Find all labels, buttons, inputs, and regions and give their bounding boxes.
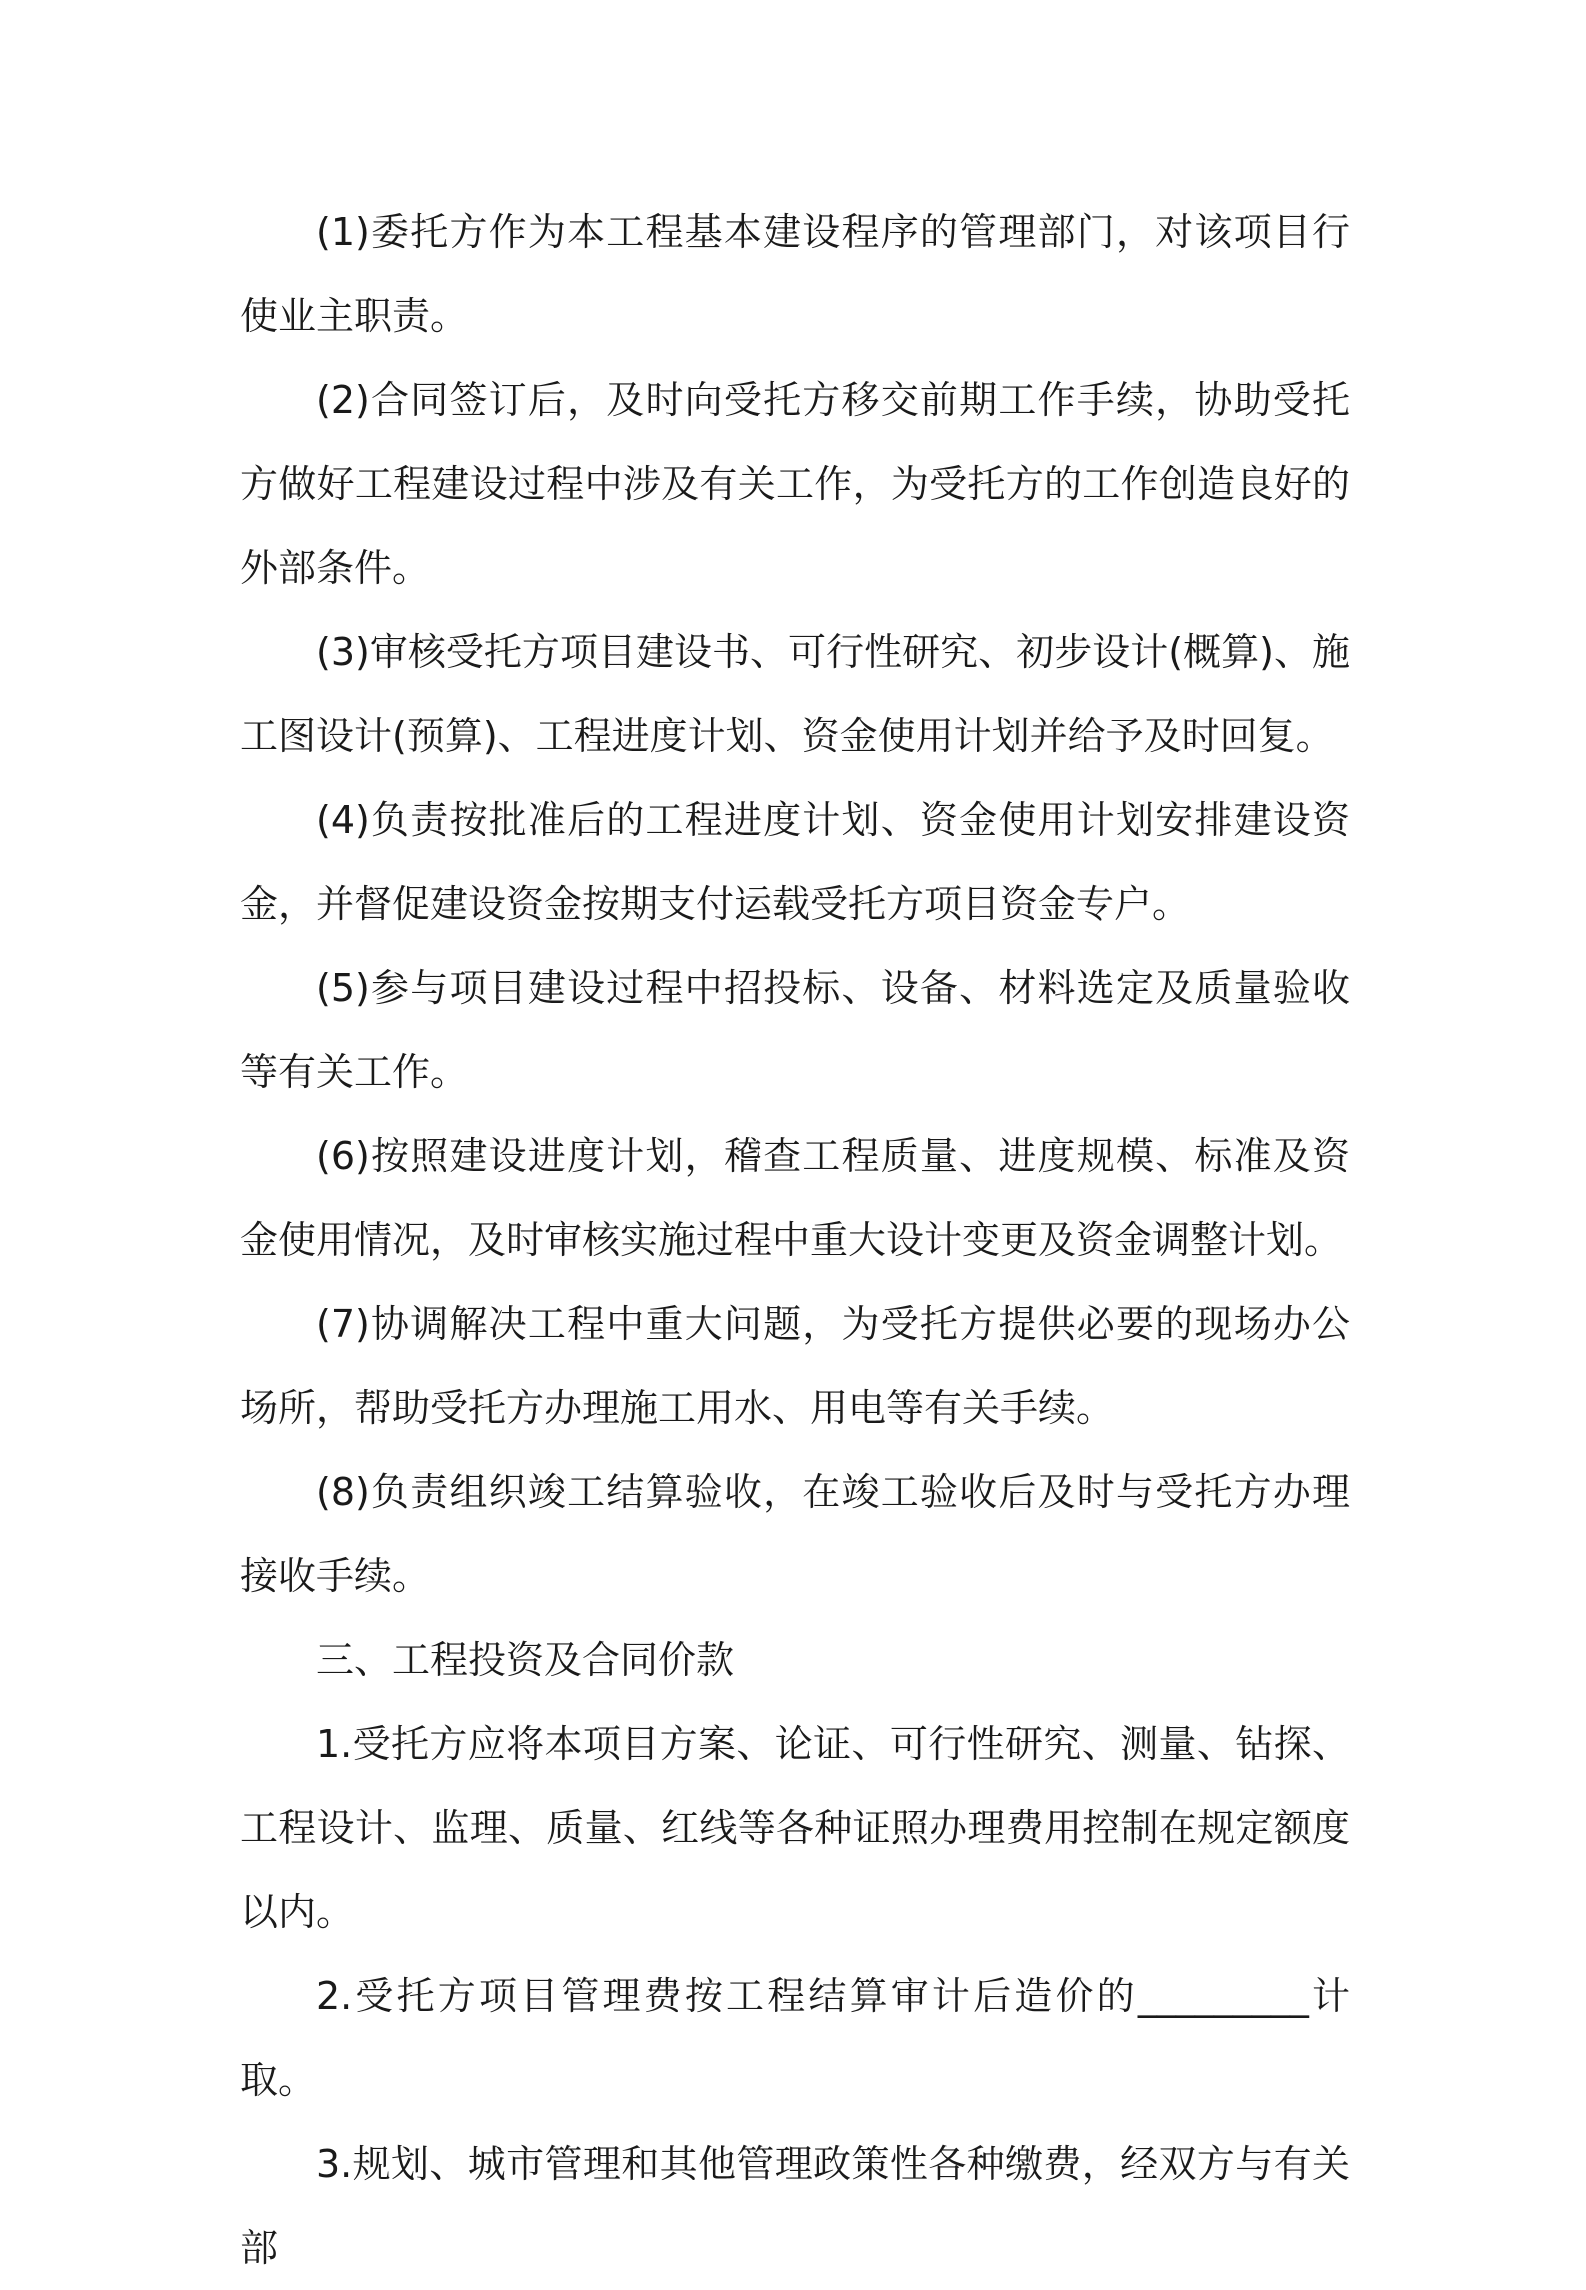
document-page <box>240 190 1350 2290</box>
paragraph-owner-duty-1: (1)委托方作为本工程基本建设程序的管理部门，对该项目行使业主职责。 <box>240 210 1350 338</box>
section-heading-investment: 三、工程投资及合同价款 <box>316 1638 735 1682</box>
paragraph-owner-duty-2: (2)合同签订后，及时向受托方移交前期工作手续，协助受托方做好工程建设过程中涉及有关工作，为受托方的工作创造良好的外部条件。 <box>240 378 1350 590</box>
paragraph-owner-duty-4: (4)负责按批准后的工程进度计划、资金使用计划安排建设资金，并督促建设资金按期支付运载受托方项目资金专户。 <box>240 798 1350 926</box>
paragraph-investment-3: 3.规划、城市管理和其他管理政策性各种缴费，经双方与有关部 <box>240 2142 1350 2270</box>
paragraph-investment-1: 1.受托方应将本项目方案、论证、可行性研究、测量、钻探、工程设计、监理、质量、红线等各种证照办理费用控制在规定额度以内。 <box>240 1722 1350 1934</box>
paragraph-investment-2: 2.受托方项目管理费按工程结算审计后造价的_________计取。 <box>240 1974 1350 2102</box>
paragraph-owner-duty-5: (5)参与项目建设过程中招投标、设备、材料选定及质量验收等有关工作。 <box>240 966 1350 1094</box>
paragraph-owner-duty-3: (3)审核受托方项目建设书、可行性研究、初步设计(概算)、施工图设计(预算)、工程进度计划、资金使用计划并给予及时回复。 <box>240 630 1350 758</box>
paragraph-owner-duty-7: (7)协调解决工程中重大问题，为受托方提供必要的现场办公场所，帮助受托方办理施工用水、用电等有关手续。 <box>240 1302 1350 1430</box>
paragraph-owner-duty-6: (6)按照建设进度计划，稽查工程质量、进度规模、标准及资金使用情况，及时审核实施过程中重大设计变更及资金调整计划。 <box>240 1134 1350 1262</box>
paragraph-owner-duty-8: (8)负责组织竣工结算验收，在竣工验收后及时与受托方办理接收手续。 <box>240 1470 1350 1598</box>
